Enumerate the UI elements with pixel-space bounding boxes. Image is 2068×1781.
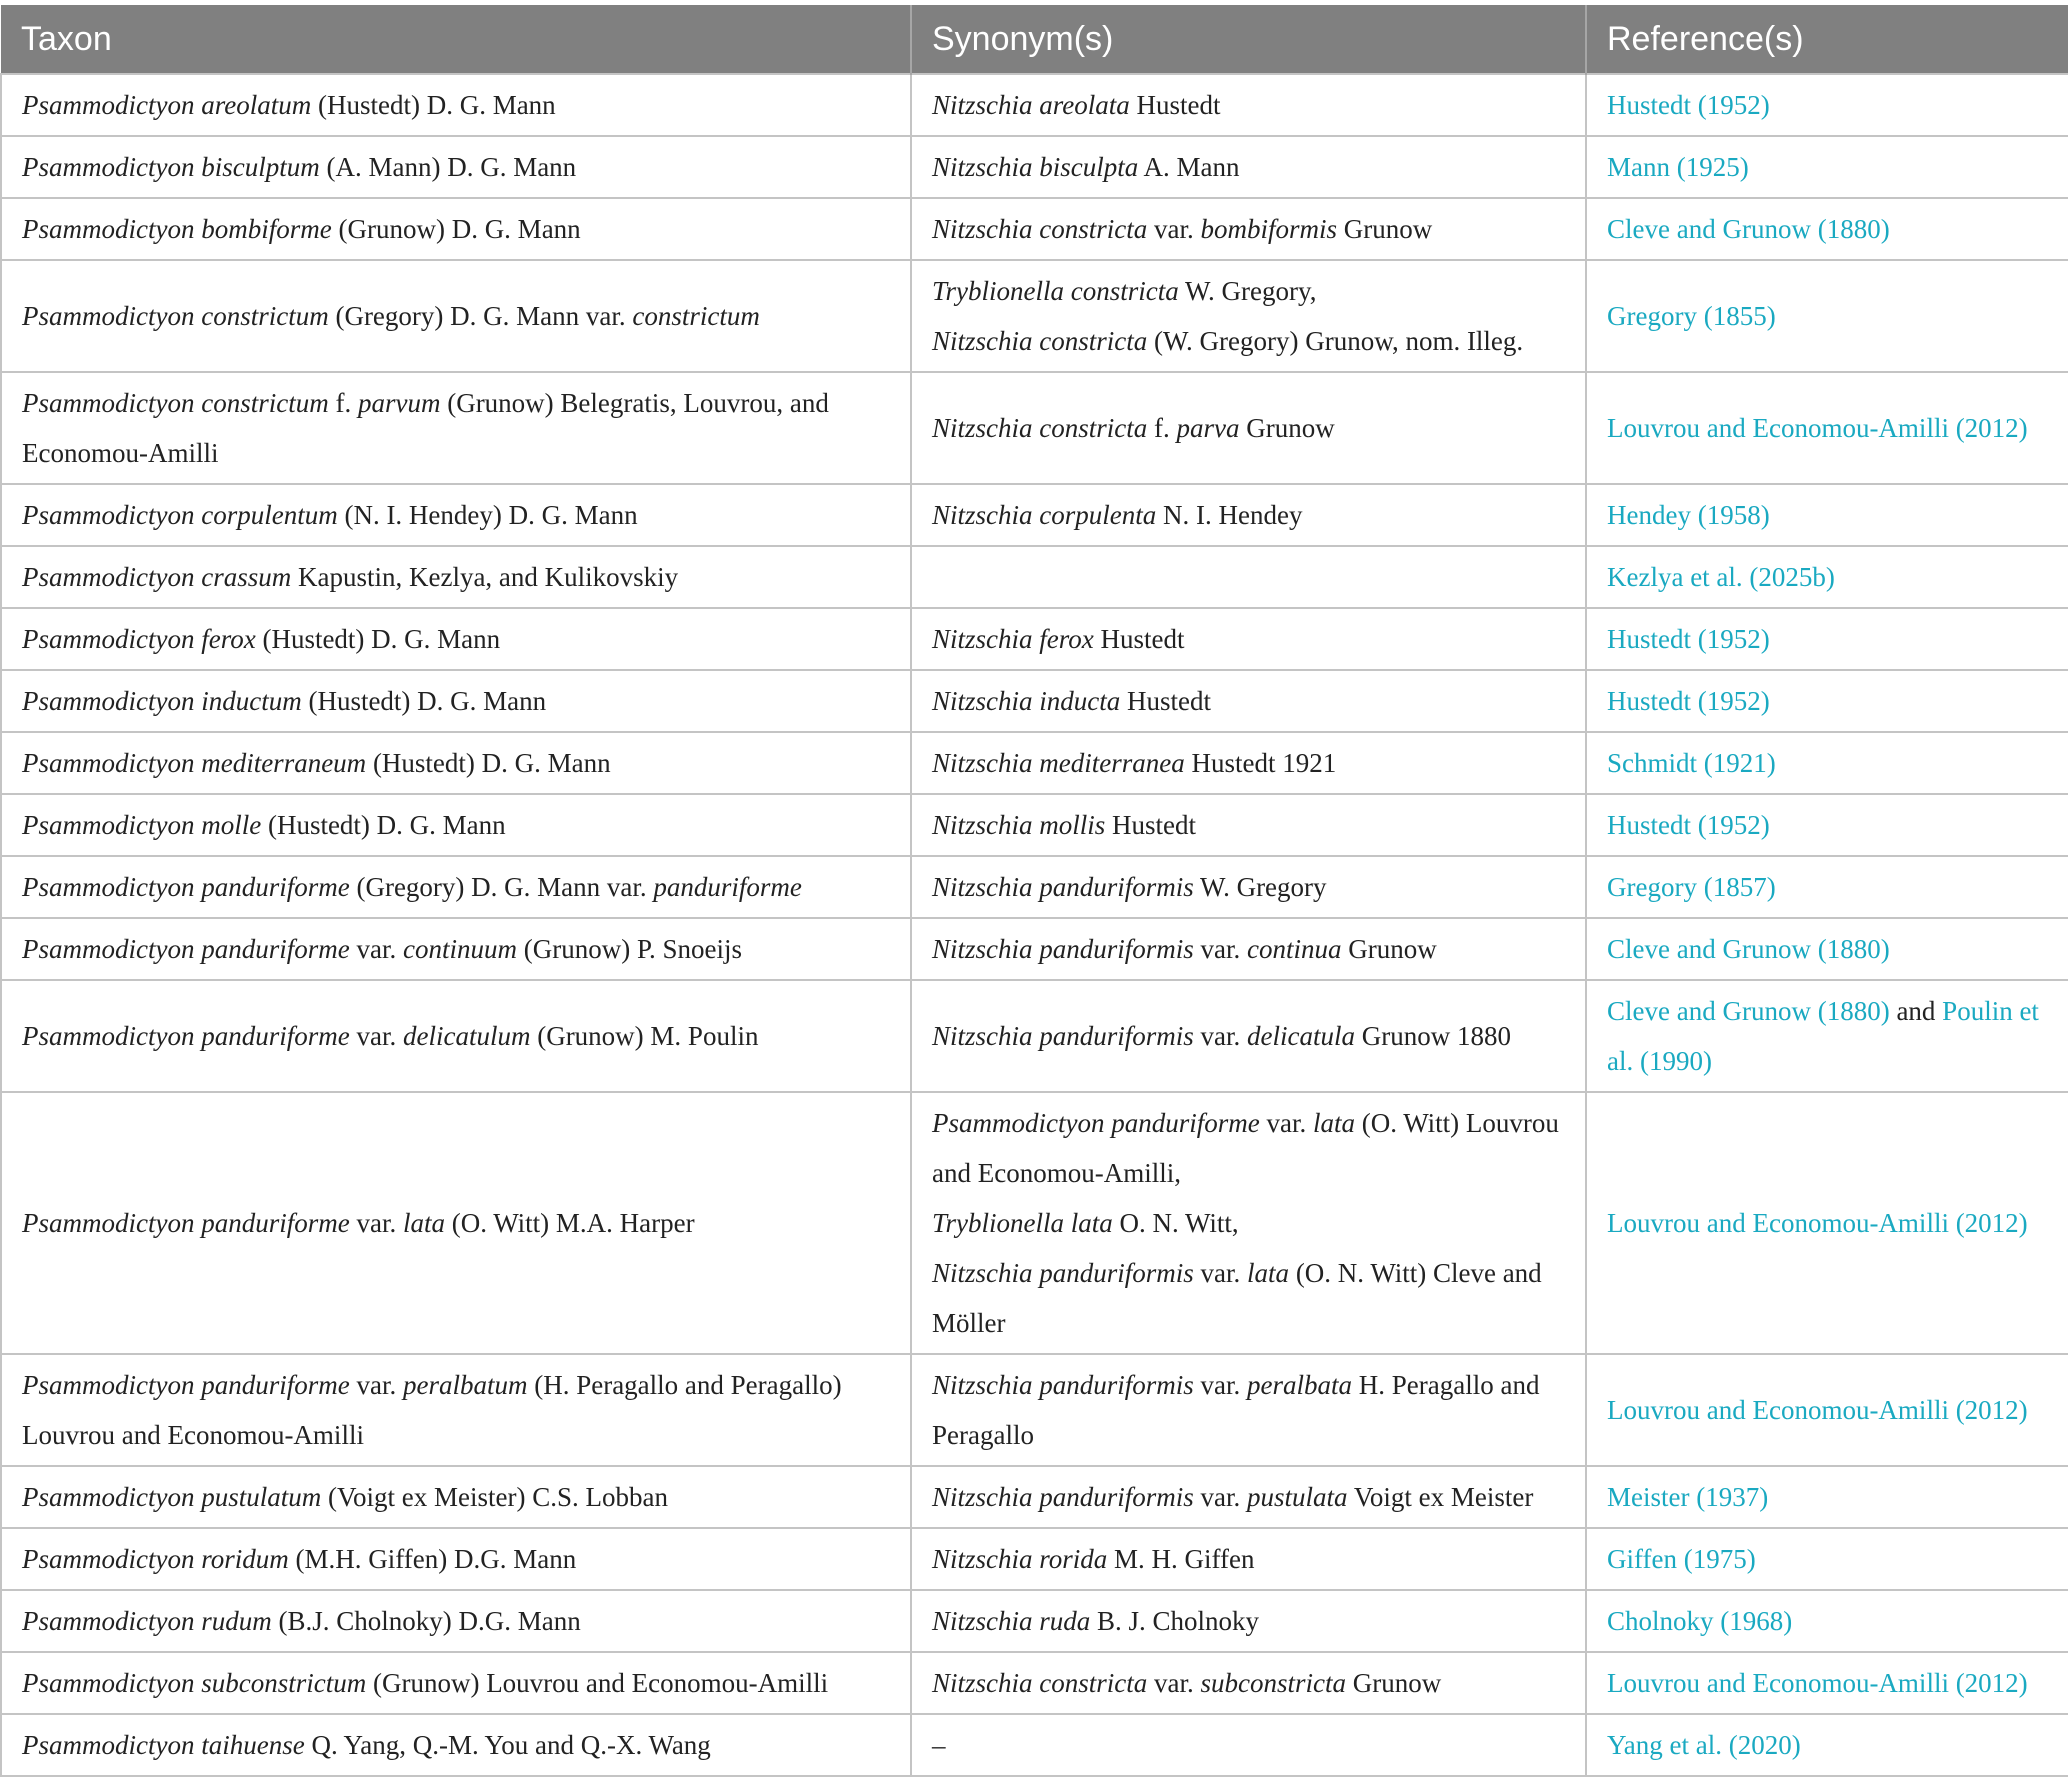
taxon-cell bbox=[1, 546, 911, 608]
table-row bbox=[1, 1590, 2068, 1652]
text-segment: Grunow bbox=[1346, 1668, 1442, 1698]
reference-link[interactable]: Hustedt (1952) bbox=[1607, 810, 1770, 840]
text-segment: (Grunow) Belegratis, Louvrou, and Economou-Amilli bbox=[22, 388, 829, 468]
references-cell bbox=[1586, 1652, 2068, 1714]
table-row bbox=[1, 1714, 2068, 1776]
italic-name: Nitzschia panduriformis bbox=[932, 1482, 1194, 1512]
references-cell bbox=[1586, 794, 2068, 856]
italic-name: Nitzschia panduriformis bbox=[932, 1021, 1194, 1051]
italic-name: Nitzschia bisculpta bbox=[932, 152, 1139, 182]
text-segment: (Hustedt) D. G. Mann bbox=[255, 624, 501, 654]
italic-name: Nitzschia mediterranea bbox=[932, 748, 1185, 778]
synonyms-cell bbox=[911, 1354, 1586, 1466]
references-cell bbox=[1586, 1354, 2068, 1466]
table-row bbox=[1, 918, 2068, 980]
text-segment: Grunow bbox=[1337, 214, 1433, 244]
references-cell bbox=[1586, 372, 2068, 484]
table-row bbox=[1, 372, 2068, 484]
references-cell bbox=[1586, 1590, 2068, 1652]
italic-name: continua bbox=[1247, 934, 1342, 964]
taxon-cell bbox=[1, 484, 911, 546]
reference-link[interactable]: Louvrou and Economou-Amilli (2012) bbox=[1607, 1668, 2028, 1698]
reference-link[interactable]: Gregory (1857) bbox=[1607, 872, 1776, 902]
italic-name: Nitzschia inducta bbox=[932, 686, 1121, 716]
synonyms-cell bbox=[911, 980, 1586, 1092]
references-cell bbox=[1586, 608, 2068, 670]
taxon-cell bbox=[1, 1354, 911, 1466]
taxon-cell bbox=[1, 732, 911, 794]
table-row bbox=[1, 1652, 2068, 1714]
taxa-table bbox=[0, 5, 2068, 1777]
text-segment: A. Mann bbox=[1138, 152, 1240, 182]
text-segment: Voigt ex Meister bbox=[1347, 1482, 1534, 1512]
text-segment: Hustedt bbox=[1093, 624, 1185, 654]
text-segment: (H. Peragallo and Peragallo) Louvrou and Economou-Amilli bbox=[22, 1370, 842, 1450]
text-segment: (O. N. Witt) Cleve and Möller bbox=[932, 1258, 1542, 1338]
italic-name: Psammodictyon bombiforme bbox=[22, 214, 332, 244]
italic-name: Psammodictyon molle bbox=[22, 810, 262, 840]
reference-link[interactable]: Hustedt (1952) bbox=[1607, 90, 1770, 120]
references-cell bbox=[1586, 1528, 2068, 1590]
reference-link[interactable]: Cleve and Grunow (1880) bbox=[1607, 934, 1890, 964]
references-cell bbox=[1586, 74, 2068, 136]
text-segment: var. bbox=[349, 934, 403, 964]
header-taxon: Taxon bbox=[1, 5, 911, 74]
text-segment: (O. Witt) Louvrou and Economou-Amilli, bbox=[932, 1108, 1559, 1188]
table-row bbox=[1, 484, 2068, 546]
reference-link[interactable]: Meister (1937) bbox=[1607, 1482, 1769, 1512]
italic-name: Psammodictyon taihuense bbox=[22, 1730, 305, 1760]
table-row bbox=[1, 980, 2068, 1092]
taxon-cell bbox=[1, 856, 911, 918]
reference-link[interactable]: Cholnoky (1968) bbox=[1607, 1606, 1793, 1636]
text-segment: and bbox=[1889, 996, 1943, 1026]
italic-name: Psammodictyon panduriforme bbox=[22, 934, 350, 964]
text-segment: O. N. Witt, bbox=[1112, 1208, 1239, 1238]
table-row bbox=[1, 136, 2068, 198]
text-segment: var. bbox=[1147, 214, 1201, 244]
text-segment: W. Gregory, bbox=[1178, 276, 1317, 306]
references-cell bbox=[1586, 198, 2068, 260]
references-cell bbox=[1586, 1466, 2068, 1528]
text-segment: (Grunow) P. Snoeijs bbox=[516, 934, 742, 964]
reference-link[interactable]: Kezlya et al. (2025b) bbox=[1607, 562, 1835, 592]
taxon-cell bbox=[1, 1466, 911, 1528]
table-header bbox=[1, 5, 2068, 74]
text-segment: var. bbox=[1193, 1021, 1248, 1051]
taxon-cell bbox=[1, 198, 911, 260]
italic-name: lata bbox=[402, 1208, 445, 1238]
synonyms-cell bbox=[911, 1590, 1586, 1652]
italic-name: Nitzschia panduriformis bbox=[932, 1258, 1194, 1288]
synonyms-cell bbox=[911, 608, 1586, 670]
text-segment: f. bbox=[328, 388, 358, 418]
text-segment: var. bbox=[1193, 1370, 1248, 1400]
italic-name: lata bbox=[1247, 1258, 1290, 1288]
taxon-cell bbox=[1, 918, 911, 980]
text-segment: Hustedt bbox=[1129, 90, 1221, 120]
synonyms-cell bbox=[911, 1092, 1586, 1354]
italic-name: Psammodictyon corpulentum bbox=[22, 500, 338, 530]
italic-name: Nitzschia constricta bbox=[932, 326, 1148, 356]
italic-name: Psammodictyon panduriforme bbox=[22, 872, 350, 902]
italic-name: Tryblionella lata bbox=[932, 1208, 1113, 1238]
synonyms-cell bbox=[911, 260, 1586, 372]
italic-name: Psammodictyon ferox bbox=[22, 624, 256, 654]
text-segment: var. bbox=[1259, 1108, 1313, 1138]
synonyms-cell bbox=[911, 918, 1586, 980]
italic-name: Nitzschia ferox bbox=[932, 624, 1094, 654]
table-row bbox=[1, 1528, 2068, 1590]
text-segment: var. bbox=[349, 1370, 403, 1400]
taxon-cell bbox=[1, 1528, 911, 1590]
reference-link[interactable]: Mann (1925) bbox=[1607, 152, 1749, 182]
header-synonyms: Synonym(s) bbox=[911, 5, 1586, 74]
table-row bbox=[1, 260, 2068, 372]
text-segment: Hustedt bbox=[1120, 686, 1211, 716]
italic-name: Tryblionella constricta bbox=[932, 276, 1179, 306]
text-segment: (Grunow) M. Poulin bbox=[530, 1021, 759, 1051]
text-segment: W. Gregory bbox=[1193, 872, 1327, 902]
references-cell bbox=[1586, 856, 2068, 918]
italic-name: Nitzschia areolata bbox=[932, 90, 1130, 120]
text-segment: var. bbox=[1193, 1258, 1248, 1288]
italic-name: Psammodictyon areolatum bbox=[22, 90, 312, 120]
italic-name: Nitzschia corpulenta bbox=[932, 500, 1157, 530]
text-segment: B. J. Cholnoky bbox=[1090, 1606, 1260, 1636]
reference-link[interactable]: Hustedt (1952) bbox=[1607, 624, 1770, 654]
text-segment: (M.H. Giffen) D.G. Mann bbox=[288, 1544, 577, 1574]
references-cell bbox=[1586, 484, 2068, 546]
italic-name: Nitzschia panduriformis bbox=[932, 1370, 1194, 1400]
text-segment: var. bbox=[1193, 934, 1248, 964]
table-row bbox=[1, 1092, 2068, 1354]
reference-link[interactable]: Giffen (1975) bbox=[1607, 1544, 1756, 1574]
reference-link[interactable]: Poulin et al. (1990) bbox=[1607, 996, 2039, 1076]
references-cell bbox=[1586, 980, 2068, 1092]
synonyms-cell bbox=[911, 136, 1586, 198]
table-row bbox=[1, 608, 2068, 670]
italic-name: parva bbox=[1176, 413, 1240, 443]
table-row bbox=[1, 1466, 2068, 1528]
text-segment: var. bbox=[1147, 1668, 1201, 1698]
reference-link[interactable]: Hustedt (1952) bbox=[1607, 686, 1770, 716]
italic-name: Nitzschia rorida bbox=[932, 1544, 1108, 1574]
table-row bbox=[1, 732, 2068, 794]
taxon-cell bbox=[1, 260, 911, 372]
italic-name: continuum bbox=[402, 934, 517, 964]
italic-name: Psammodictyon constrictum bbox=[22, 388, 329, 418]
references-cell bbox=[1586, 670, 2068, 732]
italic-name: Psammodictyon inductum bbox=[22, 686, 302, 716]
italic-name: Psammodictyon panduriforme bbox=[22, 1208, 350, 1238]
references-cell bbox=[1586, 136, 2068, 198]
text-segment: f. bbox=[1147, 413, 1177, 443]
italic-name: Psammodictyon crassum bbox=[22, 562, 292, 592]
text-segment: (B.J. Cholnoky) D.G. Mann bbox=[271, 1606, 581, 1636]
text-segment: var. bbox=[349, 1208, 403, 1238]
synonyms-cell bbox=[911, 1466, 1586, 1528]
taxon-cell bbox=[1, 794, 911, 856]
italic-name: peralbatum bbox=[402, 1370, 528, 1400]
header-references: Reference(s) bbox=[1586, 5, 2068, 74]
text-segment: (Hustedt) D. G. Mann bbox=[301, 686, 547, 716]
italic-name: peralbata bbox=[1247, 1370, 1353, 1400]
text-segment: (Grunow) D. G. Mann bbox=[331, 214, 581, 244]
text-segment: Grunow bbox=[1239, 413, 1335, 443]
text-segment: var. bbox=[349, 1021, 403, 1051]
table-row bbox=[1, 74, 2068, 136]
references-cell bbox=[1586, 546, 2068, 608]
table-row bbox=[1, 794, 2068, 856]
references-cell bbox=[1586, 1092, 2068, 1354]
references-cell bbox=[1586, 732, 2068, 794]
table-body bbox=[1, 74, 2068, 1776]
table-row bbox=[1, 1354, 2068, 1466]
text-segment: Hustedt bbox=[1105, 810, 1197, 840]
synonyms-cell bbox=[911, 1528, 1586, 1590]
reference-link[interactable]: Cleve and Grunow (1880) bbox=[1607, 214, 1890, 244]
text-segment: Grunow bbox=[1341, 934, 1437, 964]
synonyms-cell bbox=[911, 670, 1586, 732]
italic-name: Psammodictyon bisculptum bbox=[22, 152, 320, 182]
references-cell bbox=[1586, 1714, 2068, 1776]
italic-name: Psammodictyon subconstrictum bbox=[22, 1668, 367, 1698]
italic-name: Psammodictyon constrictum bbox=[22, 301, 329, 331]
italic-name: pustulata bbox=[1247, 1482, 1348, 1512]
italic-name: Nitzschia constricta bbox=[932, 214, 1148, 244]
reference-link[interactable]: Gregory (1855) bbox=[1607, 301, 1776, 331]
taxon-cell bbox=[1, 136, 911, 198]
taxon-cell bbox=[1, 608, 911, 670]
text-segment: (N. I. Hendey) D. G. Mann bbox=[337, 500, 638, 530]
italic-name: parvum bbox=[357, 388, 441, 418]
references-cell bbox=[1586, 260, 2068, 372]
reference-link[interactable]: Yang et al. (2020) bbox=[1607, 1730, 1801, 1760]
text-segment: (Hustedt) D. G. Mann bbox=[366, 748, 611, 778]
synonyms-cell bbox=[911, 74, 1586, 136]
text-segment: (Gregory) D. G. Mann var. bbox=[349, 872, 654, 902]
taxon-cell bbox=[1, 74, 911, 136]
text-segment: Hustedt 1921 bbox=[1184, 748, 1337, 778]
reference-link[interactable]: Cleve and Grunow (1880) bbox=[1607, 996, 1890, 1026]
table-row bbox=[1, 546, 2068, 608]
text-segment: (A. Mann) D. G. Mann bbox=[319, 152, 577, 182]
italic-name: panduriforme bbox=[653, 872, 802, 902]
italic-name: Psammodictyon panduriforme bbox=[22, 1021, 350, 1051]
text-segment: (Hustedt) D. G. Mann bbox=[261, 810, 506, 840]
synonyms-cell bbox=[911, 198, 1586, 260]
table-row bbox=[1, 670, 2068, 732]
reference-link[interactable]: Louvrou and Economou-Amilli (2012) bbox=[1607, 1208, 2028, 1238]
text-segment: (W. Gregory) Grunow, nom. Illeg. bbox=[1147, 326, 1524, 356]
synonyms-cell bbox=[911, 856, 1586, 918]
italic-name: Nitzschia panduriformis bbox=[932, 872, 1194, 902]
italic-name: Nitzschia mollis bbox=[932, 810, 1106, 840]
synonyms-cell bbox=[911, 794, 1586, 856]
references-cell bbox=[1586, 918, 2068, 980]
italic-name: Nitzschia panduriformis bbox=[932, 934, 1194, 964]
italic-name: Psammodictyon panduriforme bbox=[22, 1370, 350, 1400]
italic-name: Psammodictyon mediterraneum bbox=[22, 748, 367, 778]
text-segment: H. Peragallo and Peragallo bbox=[932, 1370, 1540, 1450]
text-segment: (Hustedt) D. G. Mann bbox=[311, 90, 556, 120]
italic-name: delicatula bbox=[1247, 1021, 1356, 1051]
table-row bbox=[1, 856, 2068, 918]
italic-name: Psammodictyon rudum bbox=[22, 1606, 272, 1636]
table-row bbox=[1, 198, 2068, 260]
text-segment: (Voigt ex Meister) C.S. Lobban bbox=[321, 1482, 668, 1512]
reference-link[interactable]: Louvrou and Economou-Amilli (2012) bbox=[1607, 1395, 2028, 1425]
text-segment: – bbox=[932, 1730, 946, 1760]
text-segment: (O. Witt) M.A. Harper bbox=[444, 1208, 695, 1238]
reference-link[interactable]: Hendey (1958) bbox=[1607, 500, 1770, 530]
reference-link[interactable]: Louvrou and Economou-Amilli (2012) bbox=[1607, 413, 2028, 443]
italic-name: delicatulum bbox=[402, 1021, 531, 1051]
taxon-cell bbox=[1, 1092, 911, 1354]
italic-name: Psammodictyon panduriforme bbox=[932, 1108, 1260, 1138]
italic-name: Nitzschia ruda bbox=[932, 1606, 1091, 1636]
taxon-cell bbox=[1, 372, 911, 484]
italic-name: lata bbox=[1312, 1108, 1355, 1138]
taxon-cell bbox=[1, 980, 911, 1092]
italic-name: constrictum bbox=[632, 301, 760, 331]
italic-name: Nitzschia constricta bbox=[932, 413, 1148, 443]
synonyms-cell bbox=[911, 484, 1586, 546]
reference-link[interactable]: Schmidt (1921) bbox=[1607, 748, 1776, 778]
text-segment: N. I. Hendey bbox=[1156, 500, 1303, 530]
synonyms-cell bbox=[911, 372, 1586, 484]
taxon-cell bbox=[1, 1652, 911, 1714]
synonyms-cell bbox=[911, 1714, 1586, 1776]
text-segment: M. H. Giffen bbox=[1107, 1544, 1255, 1574]
italic-name: Nitzschia constricta bbox=[932, 1668, 1148, 1698]
taxon-cell bbox=[1, 670, 911, 732]
taxon-cell bbox=[1, 1590, 911, 1652]
italic-name: subconstricta bbox=[1200, 1668, 1346, 1698]
text-segment: var. bbox=[1193, 1482, 1248, 1512]
italic-name: Psammodictyon pustulatum bbox=[22, 1482, 322, 1512]
text-segment: (Gregory) D. G. Mann var. bbox=[328, 301, 633, 331]
italic-name: bombiformis bbox=[1200, 214, 1338, 244]
synonyms-cell bbox=[911, 732, 1586, 794]
text-segment: Grunow 1880 bbox=[1355, 1021, 1512, 1051]
synonyms-cell bbox=[911, 1652, 1586, 1714]
text-segment: (Grunow) Louvrou and Economou-Amilli bbox=[366, 1668, 829, 1698]
text-segment: Q. Yang, Q.-M. You and Q.-X. Wang bbox=[304, 1730, 711, 1760]
text-segment: Kapustin, Kezlya, and Kulikovskiy bbox=[291, 562, 679, 592]
taxon-cell bbox=[1, 1714, 911, 1776]
synonyms-cell bbox=[911, 546, 1586, 608]
italic-name: Psammodictyon roridum bbox=[22, 1544, 289, 1574]
